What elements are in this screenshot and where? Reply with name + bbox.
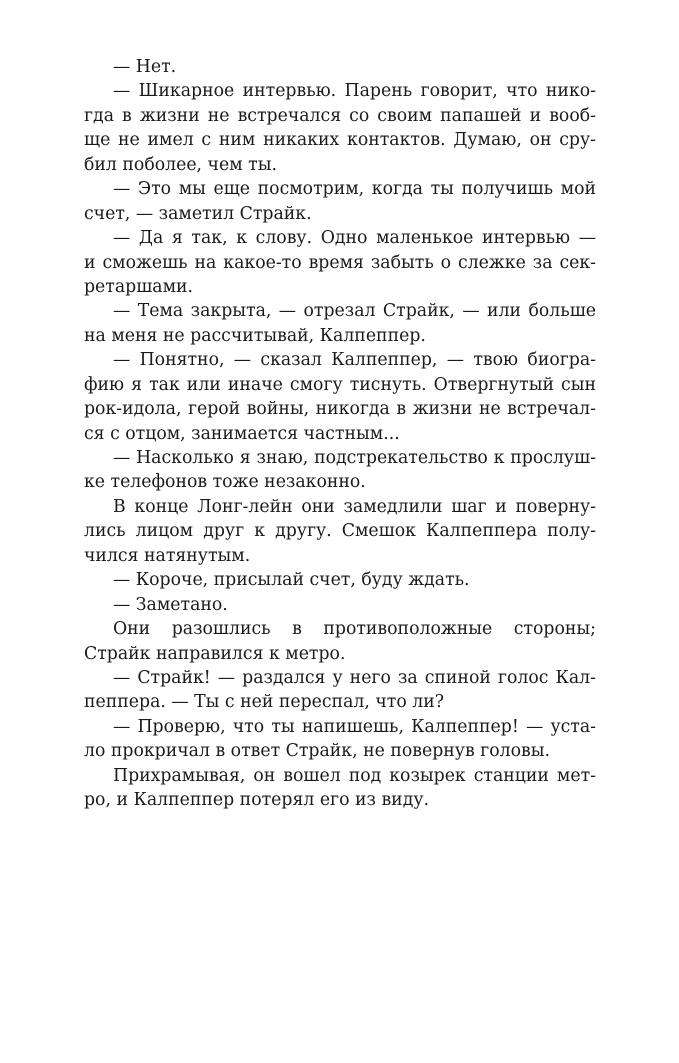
text-line: на меня не рассчитывай, Калпеппер. (84, 325, 426, 346)
text-line: — Тема закрыта, — отрезал Страйк, — или больше (113, 301, 596, 322)
text-line: Прихрамывая, он вошел под козырек станции мет- (113, 765, 596, 786)
text-line: В конце Лонг-лейн они замедлили шаг и поверну- (113, 496, 596, 517)
text-line: — Это мы еще посмотрим, когда ты получишь мой (113, 179, 596, 200)
text-line: гда в жизни не встречался со своим папашей и вооб- (84, 105, 596, 126)
text-line: чился натянутым. (84, 545, 251, 566)
text-line: ке телефонов тоже незаконно. (84, 472, 366, 493)
text-line: ло прокричал в ответ Страйк, не повернув головы. (84, 741, 550, 762)
text-line: ро, и Калпеппер потерял его из виду. (84, 790, 429, 811)
text-line: — Страйк! — раздался у него за спиной голос Кал- (113, 667, 596, 688)
text-line: лись лицом друг к другу. Смешок Калпеппера полу- (84, 521, 596, 542)
text-line: фию я так или иначе смогу тиснуть. Отвергнутый сын (84, 374, 596, 395)
text-line: ще не имел с ним никаких контактов. Думаю, он сру- (84, 130, 596, 151)
text-line: — Да я так, к слову. Одно маленькое интервью — (113, 228, 596, 249)
text-line: — Насколько я знаю, подстрекательство к прослуш- (113, 448, 596, 468)
text-line: ся с отцом, занимается частным... (84, 423, 400, 444)
text-line: счет, — заметил Страйк. (84, 203, 312, 224)
text-line: — Понятно, — сказал Калпеппер, — твою биогра- (113, 350, 596, 371)
text-line: рок-идола, герой войны, никогда в жизни не встречал- (84, 399, 596, 420)
text-line: пеппера. — Ты с ней переспал, что ли? (84, 692, 444, 713)
text-line: — Заметано. (113, 594, 228, 615)
text-line: — Нет. (113, 57, 177, 77)
text-line: — Проверю, что ты напишешь, Калпеппер! — уста- (113, 716, 596, 737)
text-line: Страйк направился к метро. (84, 643, 346, 664)
text-line: бил поболее, чем ты. (84, 154, 277, 175)
text-line: — Шикарное интервью. Парень говорит, что нико- (113, 81, 596, 102)
body-text (84, 55, 596, 813)
text-line: — Короче, присылай счет, буду ждать. (113, 570, 470, 591)
text-line: и сможешь на какое-то время забыть о слежке за сек- (84, 252, 596, 273)
text-line: ретаршами. (84, 276, 194, 297)
text-line: Они разошлись в противоположные стороны; (113, 619, 596, 640)
